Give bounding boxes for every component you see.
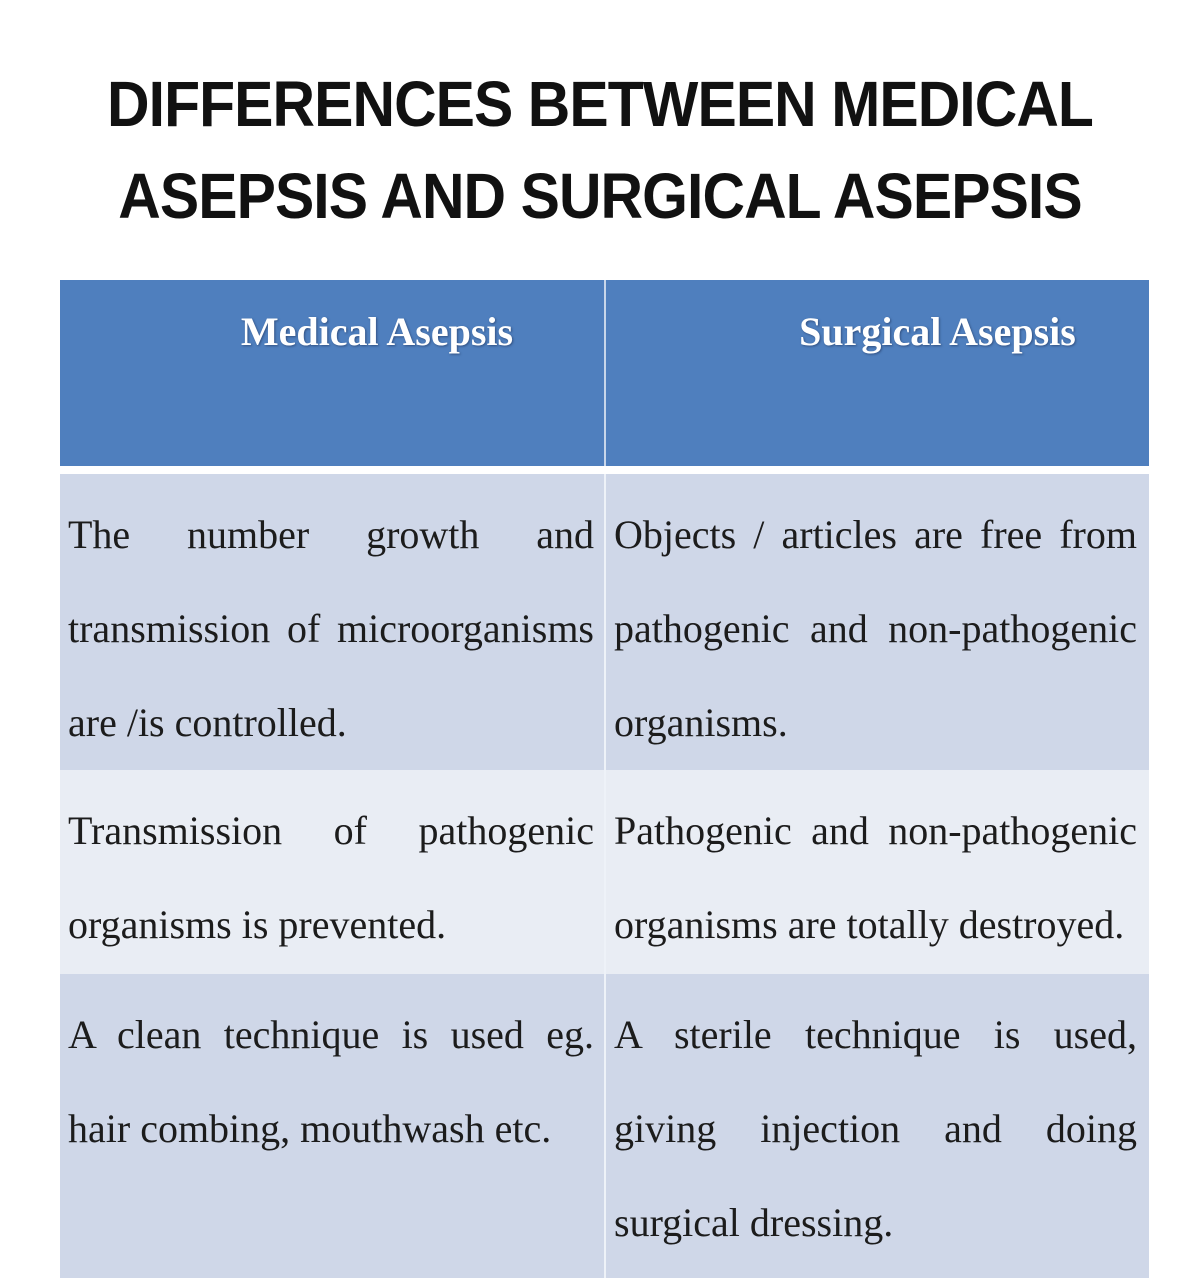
header-surgical-asepsis: Surgical Asepsis — [605, 280, 1149, 470]
comparison-table-container — [60, 280, 1149, 1245]
header-medical-asepsis: Medical Asepsis — [60, 280, 605, 470]
title-line-2: ASEPSIS AND SURGICAL ASEPSIS — [118, 160, 1082, 232]
surgical-cell: A sterile technique is used, giving injection and doing surgical dressing. — [605, 974, 1149, 1278]
surgical-cell: Pathogenic and non-pathogenic organisms are totally destroyed. — [605, 770, 1149, 974]
table-row — [60, 974, 1149, 1278]
medical-cell: A clean technique is used eg. hair combing, mouthwash etc. — [60, 974, 605, 1278]
table-row — [60, 470, 1149, 770]
medical-cell: The number growth and transmission of microorganisms are /is controlled. — [60, 470, 605, 770]
table-row — [60, 770, 1149, 974]
page-title — [48, 58, 1152, 242]
surgical-cell: Objects / articles are free from pathogenic and non-pathogenic organisms. — [605, 470, 1149, 770]
title-line-1: DIFFERENCES BETWEEN MEDICAL — [107, 68, 1093, 140]
medical-cell: Transmission of pathogenic organisms is prevented. — [60, 770, 605, 974]
comparison-table — [60, 280, 1149, 1278]
table-header-row — [60, 280, 1149, 470]
